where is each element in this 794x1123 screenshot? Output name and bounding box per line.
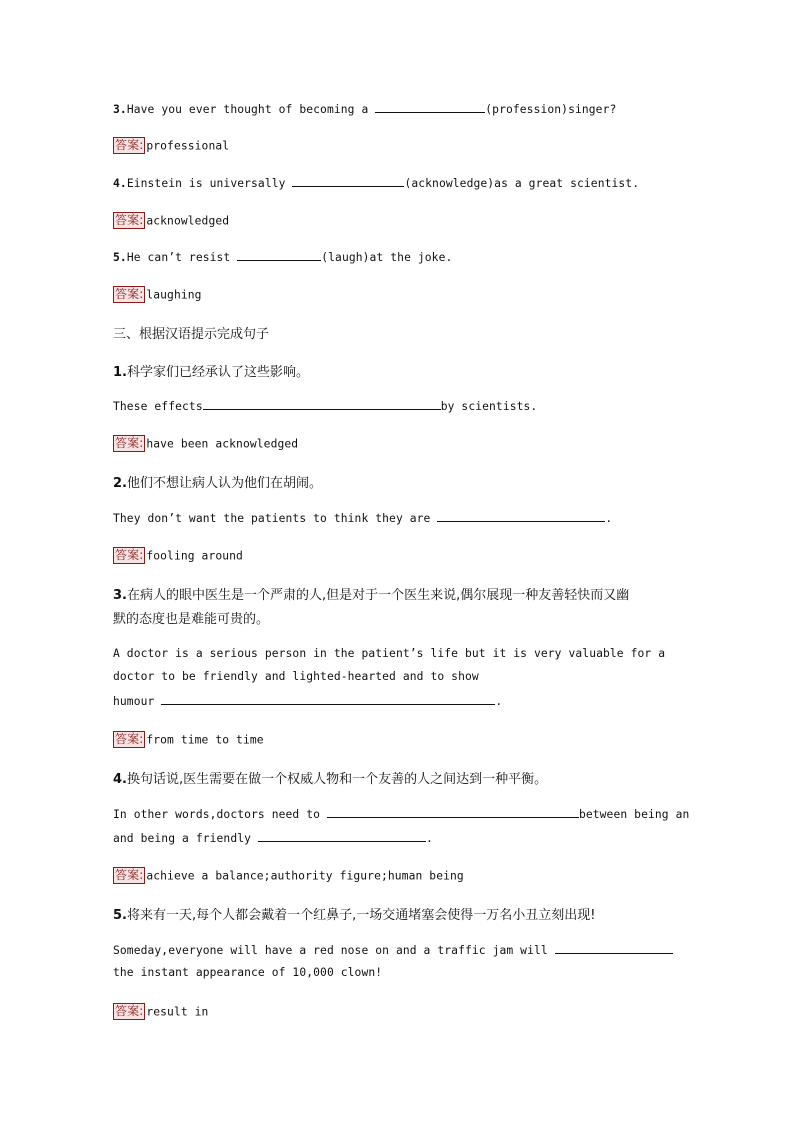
answer-text: have been acknowledged (146, 437, 299, 451)
answer-text: acknowledged (146, 214, 230, 228)
sentence-text: between being an (578, 808, 690, 821)
answer-text: professional (146, 139, 230, 153)
sentence-2-english (113, 510, 681, 525)
answer-blank[interactable] (161, 693, 495, 705)
answer-row (113, 286, 681, 303)
sentence-4-english-line-2 (113, 830, 681, 845)
answer-row (113, 137, 681, 154)
question-text: Einstein is universally (126, 177, 286, 190)
question-text: He can’t resist (126, 251, 231, 264)
answer-text: from time to time (146, 733, 264, 747)
answer-row (113, 547, 681, 564)
sentence-text: These effects (113, 400, 203, 413)
answer-row (113, 435, 681, 452)
question-number: 5. (113, 908, 127, 923)
answer-label: 答案: (115, 548, 144, 562)
question-number: 3. (113, 588, 127, 603)
section-title: 三、根据汉语提示完成句子 (113, 327, 270, 342)
answer-label: 答案: (115, 213, 144, 227)
question-number: 5. (113, 251, 127, 264)
sentence-text: Someday,everyone will have a red nose on and a traffic jam will (113, 944, 548, 957)
question-3 (113, 101, 681, 116)
answer-row (113, 212, 681, 229)
sentence-text: In other words,doctors need to (113, 808, 321, 821)
sentence-text: They don’t want the patients to think they are (113, 512, 431, 525)
chinese-prompt: 换句话说,医生需要在做一个权威人物和一个友善的人之间达到一种平衡。 (126, 772, 548, 787)
answer-text: laughing (146, 288, 202, 302)
question-number: 3. (113, 103, 127, 116)
answer-label: 答案: (115, 436, 144, 450)
question-5 (113, 249, 681, 264)
answer-text: result in (146, 1005, 209, 1019)
answer-blank[interactable] (555, 942, 673, 954)
sentence-text: . (495, 695, 503, 708)
answer-label: 答案: (115, 1004, 144, 1018)
sentence-3-chinese-cont: 默的态度也是难能可贵的。 (113, 612, 270, 627)
sentence-5-english-line-2: the instant appearance of 10,000 clown! (113, 966, 383, 979)
answer-label: 答案: (115, 868, 144, 882)
answer-blank[interactable] (258, 830, 426, 842)
sentence-text: and being a friendly (113, 832, 252, 845)
answer-label: 答案: (115, 287, 144, 301)
sentence-2-chinese (113, 472, 681, 491)
question-number: 4. (113, 177, 127, 190)
chinese-prompt: 将来有一天,每个人都会戴着一个红鼻子,一场交通堵塞会使得一万名小丑立刻出现! (126, 908, 596, 923)
question-hint: (acknowledge)as a great scientist. (404, 177, 640, 190)
sentence-5-chinese (113, 904, 681, 923)
question-number: 4. (113, 772, 127, 787)
answer-blank[interactable] (375, 101, 485, 113)
sentence-text: by scientists. (440, 400, 538, 413)
answer-row (113, 731, 681, 748)
answer-row (113, 1003, 681, 1020)
answer-label: 答案: (115, 138, 144, 152)
answer-label: 答案: (115, 732, 144, 746)
question-hint: (laugh)at the joke. (321, 251, 453, 264)
question-number: 1. (113, 365, 127, 380)
sentence-3-english-line-1: A doctor is a serious person in the patient’s life but it is very valuable for a (113, 647, 666, 660)
question-text: Have you ever thought of becoming a (126, 103, 369, 116)
question-number: 2. (113, 476, 127, 491)
answer-text: fooling around (146, 549, 243, 563)
question-hint: (profession)singer? (485, 103, 617, 116)
answer-blank[interactable] (237, 249, 321, 261)
chinese-prompt: 在病人的眼中医生是一个严肃的人,但是对于一个医生来说,偶尔展现一种友善轻快而又幽 (126, 588, 630, 603)
answer-text: achieve a balance;authority figure;human being (146, 869, 464, 883)
sentence-1-english (113, 398, 681, 413)
sentence-3-chinese (113, 584, 681, 603)
chinese-prompt: 科学家们已经承认了这些影响。 (126, 365, 309, 380)
sentence-4-english-line-1 (113, 806, 690, 821)
question-4 (113, 175, 681, 190)
sentence-text: . (605, 512, 613, 525)
sentence-5-english-line-1 (113, 942, 681, 957)
answer-blank[interactable] (203, 398, 441, 410)
chinese-prompt: 他们不想让病人认为他们在胡闹。 (126, 476, 322, 491)
sentence-1-chinese (113, 361, 681, 380)
sentence-text: . (425, 832, 433, 845)
answer-blank[interactable] (327, 806, 579, 818)
sentence-4-chinese (113, 768, 681, 787)
sentence-3-english-line-2: doctor to be friendly and lighted-hearted and to show (113, 670, 479, 683)
answer-blank[interactable] (292, 175, 404, 187)
answer-row (113, 867, 681, 884)
answer-blank[interactable] (437, 510, 605, 522)
sentence-text: humour (113, 695, 155, 708)
sentence-3-english-line-3 (113, 693, 681, 708)
